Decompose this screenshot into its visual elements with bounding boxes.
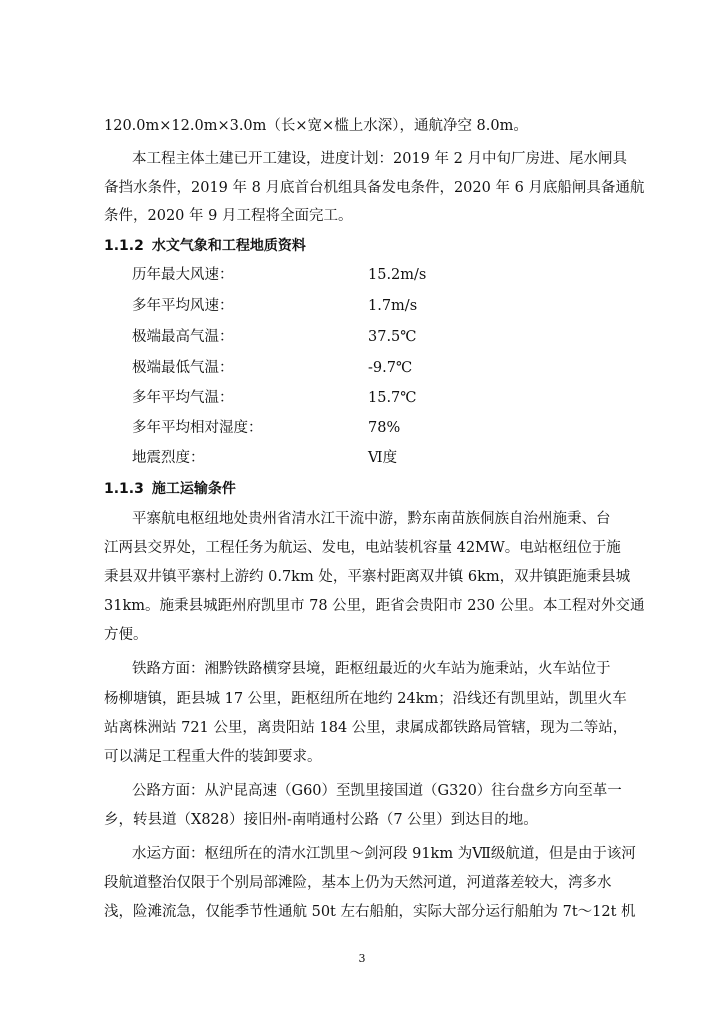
row-label: 极端最低气温： [132,360,234,376]
paragraph-line: 乡，转县道（X828）接旧州-南哨通村公路（7 公里）到达目的地。 [104,812,538,828]
paragraph-line: 江两县交界处，工程任务为航运、发电，电站装机容量 42MW。电站枢纽位于施 [104,540,621,556]
paragraph-line: 浅，险滩流急，仅能季节性通航 50t 左右船舶，实际大部分运行船舶为 7t～12t 机 [104,904,636,920]
row-label: 多年平均相对湿度： [132,420,263,436]
paragraph-line: 条件，2020 年 9 月工程将全面完工。 [104,208,353,224]
data-row [132,358,624,378]
paragraph-line: 31km。施秉县城距州府凯里市 78 公里，距省会贵阳市 230 公里。本工程对外交通 [104,598,645,614]
paragraph-line: 站离株洲站 721 公里，离贵阳站 184 公里，隶属成都铁路局管辖，现为二等站， [104,720,628,736]
paragraph-line: 备挡水条件，2019 年 8 月底首台机组具备发电条件，2020 年 6 月底船闸具备通航 [104,180,645,196]
data-row [132,388,624,408]
paragraph-line: 公路方面：从沪昆高速（G60）至凯里接国道（G320）往台盘乡方向至革一 [132,783,622,799]
data-row [132,418,624,438]
row-value: 15.2m/s [368,267,427,283]
page-number: 3 [358,952,366,965]
row-value: 15.7℃ [368,390,417,406]
data-row [132,265,624,285]
row-value: 78% [368,420,401,436]
section-title: 水文气象和工程地质资料 [151,238,306,254]
row-label: 多年平均气温： [132,390,234,406]
section-heading-1-1-2 [104,236,306,256]
section-title: 施工运输条件 [151,481,236,497]
section-heading-1-1-3 [104,479,236,499]
paragraph-line: 秉县双井镇平寨村上游约 0.7km 处，平寨村距离双井镇 6km，双井镇距施秉县城 [104,569,631,585]
paragraph-line: 可以满足工程重大件的装卸要求。 [104,749,322,765]
row-label: 多年平均风速： [132,298,234,314]
row-label: 地震烈度： [132,450,205,466]
paragraph-line: 段航道整治仅限于个别局部滩险，基本上仍为天然河道，河道落差较大，湾多水 [104,875,612,891]
paragraph-line: 杨柳塘镇，距县城 17 公里，距枢纽所在地约 24km；沿线还有凯里站，凯里火车 [104,691,627,707]
paragraph-line: 本工程主体土建已开工建设，进度计划：2019 年 2 月中旬厂房进、尾水闸具 [132,151,627,167]
section-number: 1.1.3 [104,481,144,497]
row-label: 极端最高气温： [132,329,234,345]
section-number: 1.1.2 [104,238,144,254]
paragraph-line: 平寨航电枢纽地处贵州省清水江干流中游，黔东南苗族侗族自治州施秉、台 [132,511,611,527]
paragraph-line: 铁路方面：湘黔铁路横穿县境，距枢纽最近的火车站为施秉站，火车站位于 [132,661,611,677]
data-row [132,448,624,468]
row-value: -9.7℃ [368,360,413,376]
row-value: Ⅵ度 [368,450,398,466]
row-value: 37.5℃ [368,329,417,345]
paragraph-line: 水运方面：枢纽所在的清水江凯里～剑河段 91km 为Ⅶ级航道，但是由于该河 [132,846,636,862]
row-label: 历年最大风速： [132,267,234,283]
paragraph-line: 方便。 [104,627,148,643]
data-row [132,327,624,347]
data-row [132,296,624,316]
row-value: 1.7m/s [368,298,418,314]
paragraph-line: 120.0m×12.0m×3.0m（长×宽×槛上水深），通航净空 8.0m。 [104,118,528,134]
